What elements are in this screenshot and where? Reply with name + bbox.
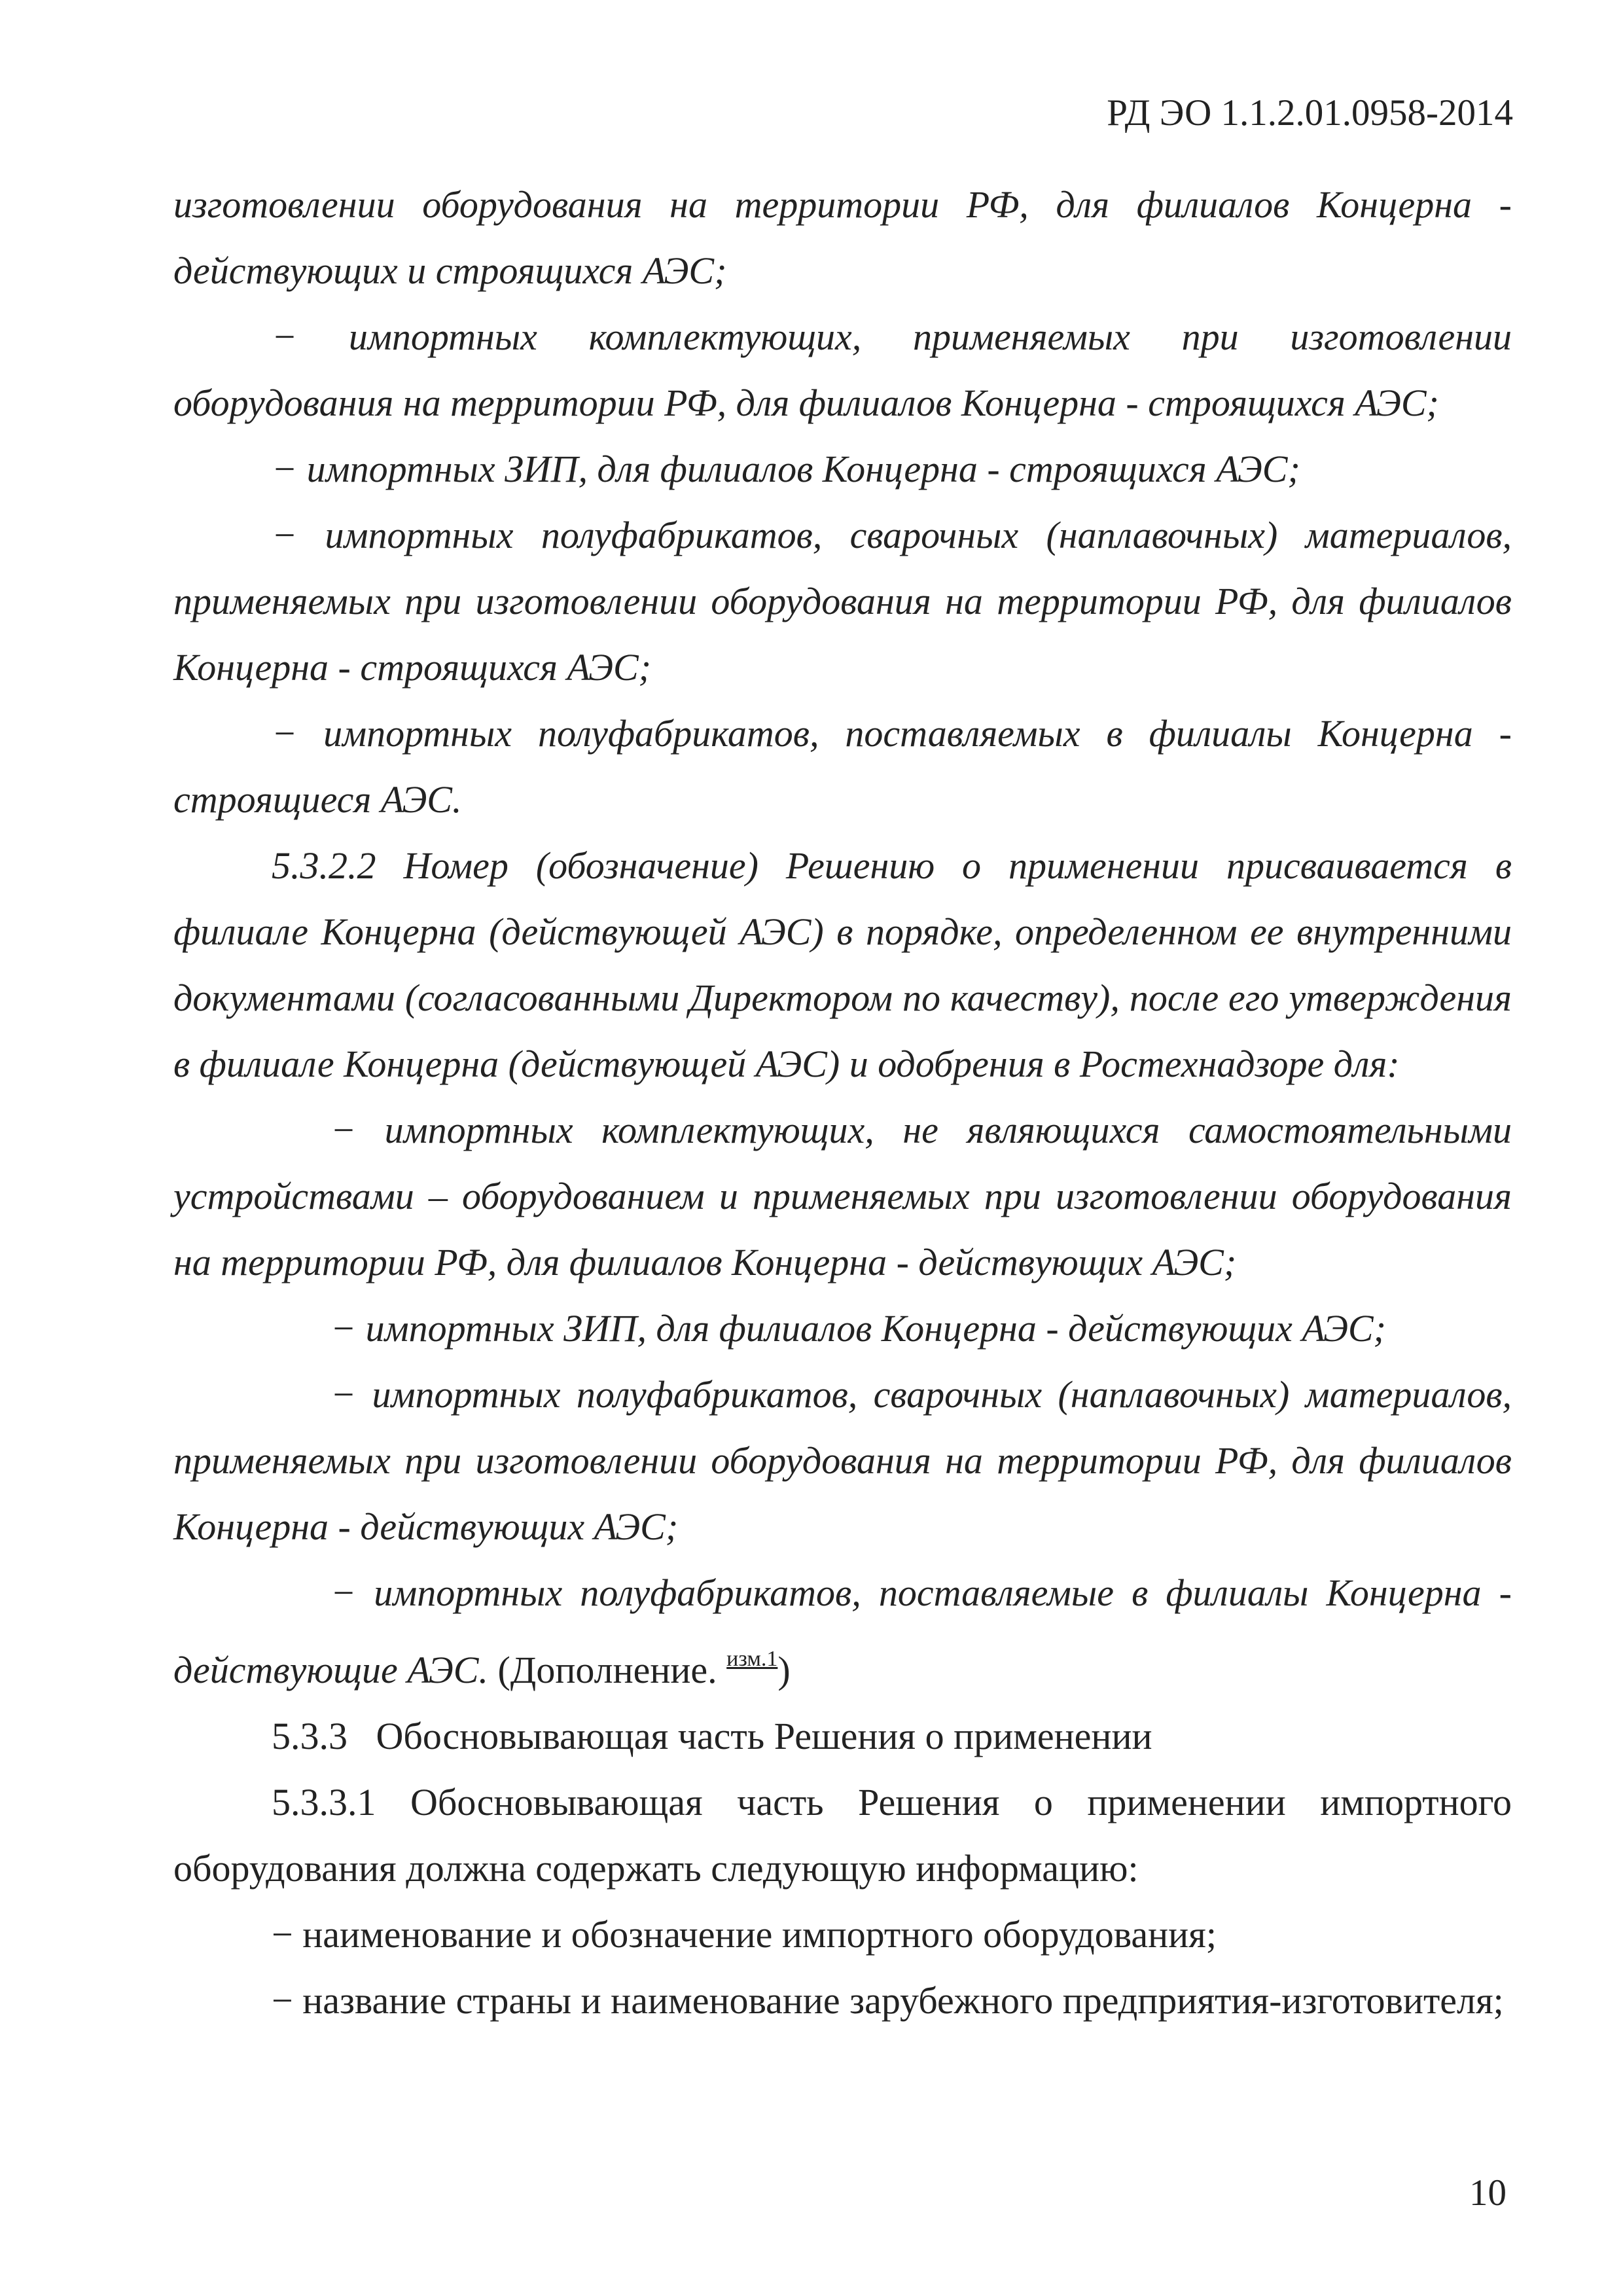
list-item: − импортных ЗИП, для филиалов Концерна - действующих АЭС; xyxy=(330,1307,1386,1350)
list-item: − импортных комплектующих, не являющихся самостоятельными устройствами – оборудованием и применяемых при изготовлении оборудования на территории РФ, для филиалов Концерна - действующих АЭС; xyxy=(173,1109,1512,1283)
section-heading-5-3-3: 5.3.3 Обосновывающая часть Решения о применении xyxy=(272,1715,1152,1757)
document-code-header: РД ЭО 1.1.2.01.0958-2014 xyxy=(1107,92,1513,134)
page-number: 10 xyxy=(1469,2172,1507,2214)
clause-5-3-2-2: 5.3.2.2 Номер (обозначение) Решению о применении присваивается в филиале Концерна (действующей АЭС) в порядке, определенном ее внутренними документами (согласованными Директором по качеству), после его утверждения в филиале Концерна (действующей АЭС) и одобрения в Ростехнадзоре для: xyxy=(173,844,1512,1085)
amendment-note-prefix: (Дополнение. xyxy=(488,1649,727,1691)
paragraph-continuation: изготовлении оборудования на территории РФ, для филиалов Концерна - действующих и строящихся АЭС; xyxy=(173,183,1512,292)
list-item: − наименование и обозначение импортного оборудования; xyxy=(272,1913,1217,1956)
list-item: − импортных полуфабрикатов, сварочных (наплавочных) материалов, применяемых при изготовлении оборудования на территории РФ, для филиалов Концерна - действующих АЭС; xyxy=(173,1373,1512,1548)
clause-5-3-3-1: 5.3.3.1 Обосновывающая часть Решения о применении импортного оборудования должна содержать следующую информацию: xyxy=(173,1781,1512,1890)
list-item: − импортных полуфабрикатов, сварочных (наплавочных) материалов, применяемых при изготовлении оборудования на территории РФ, для филиалов Концерна - строящихся АЭС; xyxy=(173,514,1512,689)
list-item-text: − импортных полуфабрикатов, поставляемые в филиалы Концерна - действующие АЭС. xyxy=(173,1571,1512,1691)
amendment-note-suffix: ) xyxy=(777,1649,791,1691)
amendment-reference: изм.1 xyxy=(726,1647,778,1671)
list-item: − импортных полуфабрикатов, поставляемых в филиалы Концерна - строящиеся АЭС. xyxy=(173,712,1512,821)
document-body xyxy=(173,171,1512,2034)
list-item: − название страны и наименование зарубежного предприятия-изготовителя; xyxy=(272,1979,1504,2022)
list-item-with-note xyxy=(173,1560,1512,1703)
list-item: − импортных комплектующих, применяемых при изготовлении оборудования на территории РФ, для филиалов Концерна - строящихся АЭС; xyxy=(173,315,1512,424)
list-item: − импортных ЗИП, для филиалов Концерна - строящихся АЭС; xyxy=(272,448,1300,490)
